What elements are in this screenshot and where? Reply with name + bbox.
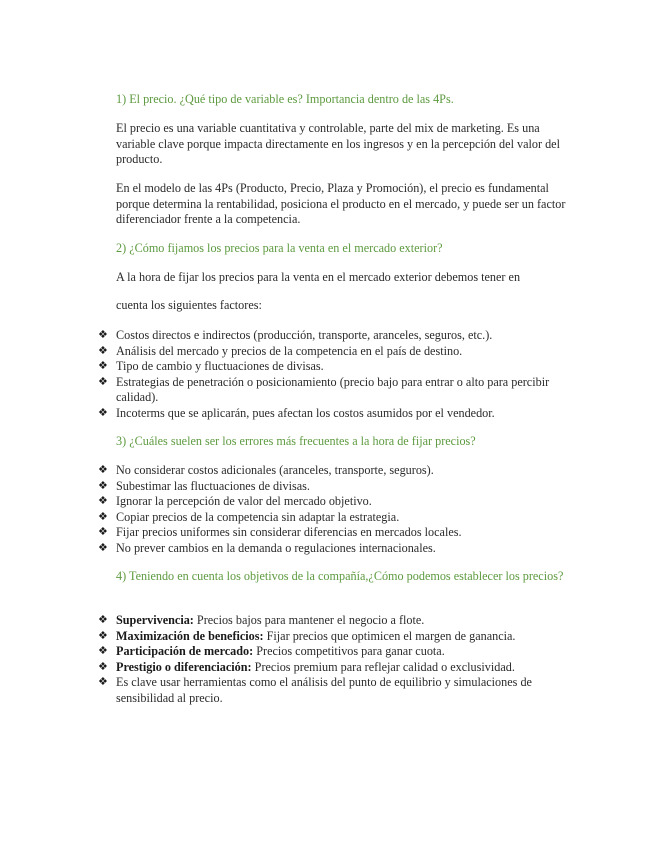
q1-paragraph-1: El precio es una variable cuantitativa y controlable, parte del mix de marketing. Es una variable clave porque impacta directamente en los ingresos y en la percepción del valor del producto. xyxy=(116,121,560,166)
list-item: ❖ Maximización de beneficios: Fijar precios que optimicen el margen de ganancia. xyxy=(98,628,516,643)
diamond-bullet-icon: ❖ xyxy=(98,660,108,673)
list-item: ❖ Participación de mercado: Precios competitivos para ganar cuota. xyxy=(98,644,445,658)
diamond-bullet-icon: ❖ xyxy=(98,541,108,554)
list-item: ❖ Tipo de cambio y fluctuaciones de divisas. xyxy=(98,359,324,373)
list-item: ❖ No prever cambios en la demanda o regulaciones internacionales. xyxy=(98,540,436,555)
diamond-bullet-icon: ❖ xyxy=(98,495,108,507)
question-2-heading: 2) ¿Cómo fijamos los precios para la venta en el mercado exterior? xyxy=(116,241,443,255)
diamond-bullet-icon: ❖ xyxy=(98,329,108,341)
diamond-bullet-icon: ❖ xyxy=(98,645,108,657)
diamond-bullet-icon: ❖ xyxy=(98,526,108,538)
list-item: ❖ Fijar precios uniformes sin considerar diferencias en mercados locales. xyxy=(98,525,462,539)
q1-paragraph-2: En el modelo de las 4Ps (Producto, Precio, Plaza y Promoción), el precio es fundamental porque determina la rentabilidad, posiciona el producto en el mercado, y puede ser un factor diferenciador frente a la competencia. xyxy=(116,181,566,226)
q2-factor-list xyxy=(98,328,578,421)
diamond-bullet-icon: ❖ xyxy=(98,614,108,626)
diamond-bullet-icon: ❖ xyxy=(98,406,108,419)
list-item: ❖ Incoterms que se aplicarán, pues afectan los costos asumidos por el vendedor. xyxy=(98,405,495,420)
diamond-bullet-icon: ❖ xyxy=(98,479,108,492)
diamond-bullet-icon: ❖ xyxy=(98,629,108,642)
diamond-bullet-icon: ❖ xyxy=(98,464,108,476)
list-item: ❖ Es clave usar herramientas como el análisis del punto de equilibrio y simulaciones de sensibilidad al precio. xyxy=(98,675,532,705)
q2-intro-line-2: cuenta los siguientes factores: xyxy=(116,298,262,312)
diamond-bullet-icon: ❖ xyxy=(98,344,108,357)
list-item: ❖ Subestimar las fluctuaciones de divisas. xyxy=(98,478,310,493)
question-1-heading: 1) El precio. ¿Qué tipo de variable es? Importancia dentro de las 4Ps. xyxy=(116,92,454,106)
list-item: ❖ Prestigio o diferenciación: Precios premium para reflejar calidad o exclusividad. xyxy=(98,659,515,674)
diamond-bullet-icon: ❖ xyxy=(98,676,108,688)
list-item: ❖ Supervivencia: Precios bajos para mantener el negocio a flote. xyxy=(98,613,425,627)
list-item: ❖ Costos directos e indirectos (producción, transporte, aranceles, seguros, etc.). xyxy=(98,328,493,342)
q4-strategy-list xyxy=(98,613,578,706)
q2-intro-line-1: A la hora de fijar los precios para la venta en el mercado exterior debemos tener en xyxy=(116,270,521,284)
question-4-heading: 4) Teniendo en cuenta los objetivos de la compañía,¿Cómo podemos establecer los precios? xyxy=(116,569,564,583)
list-item: ❖ Copiar precios de la competencia sin adaptar la estrategia. xyxy=(98,509,400,524)
q3-error-list xyxy=(98,463,578,556)
list-item: ❖ Análisis del mercado y precios de la competencia en el país de destino. xyxy=(98,343,463,358)
list-item: ❖ Ignorar la percepción de valor del mercado objetivo. xyxy=(98,494,372,508)
diamond-bullet-icon: ❖ xyxy=(98,360,108,372)
diamond-bullet-icon: ❖ xyxy=(98,510,108,523)
list-item: ❖ Estrategias de penetración o posicionamiento (precio bajo para entrar o alto para percibir calidad). xyxy=(98,374,550,404)
list-item: ❖ No considerar costos adicionales (aranceles, transporte, seguros). xyxy=(98,463,434,477)
diamond-bullet-icon: ❖ xyxy=(98,375,108,388)
question-3-heading: 3) ¿Cuáles suelen ser los errores más frecuentes a la hora de fijar precios? xyxy=(116,434,476,448)
